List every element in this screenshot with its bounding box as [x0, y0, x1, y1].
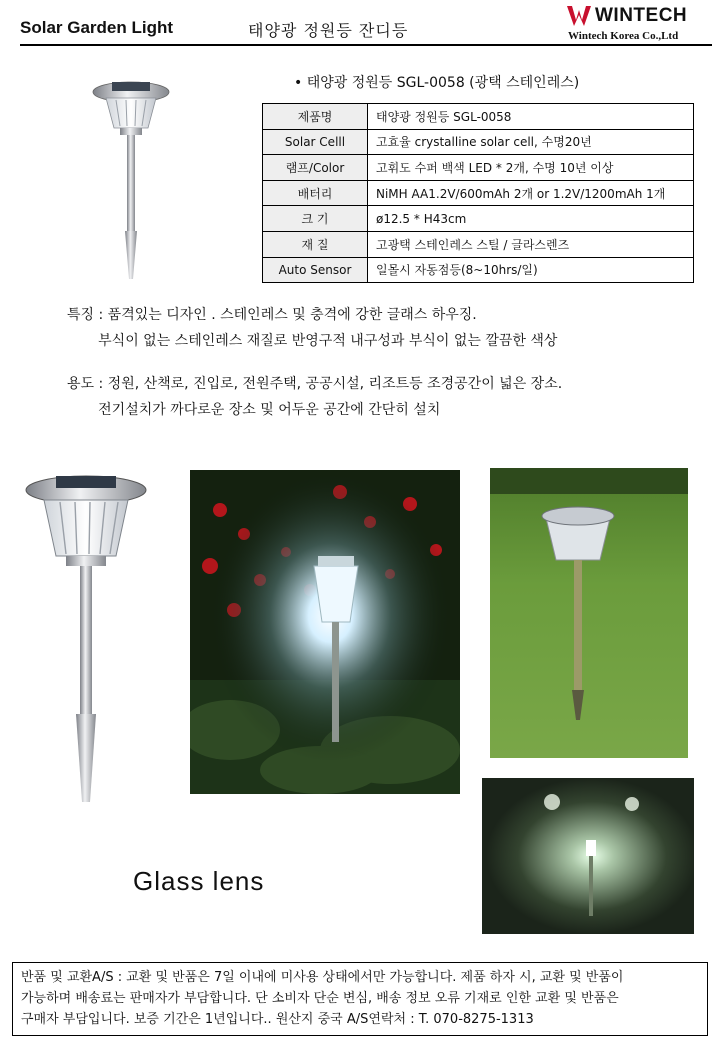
spec-label: 램프/Color	[263, 155, 368, 181]
spec-row	[263, 129, 694, 155]
feature-line: 부식이 없는 스테인레스 재질로 반영구적 내구성과 부식이 없는 깔끔한 색상	[67, 333, 558, 349]
lawn-day-photo	[490, 468, 688, 758]
spec-label: 제품명	[263, 104, 368, 130]
product-thumbnail	[86, 74, 176, 284]
feature-line: 특징 : 품격있는 디자인 . 스테인레스 및 충격에 강한 글래스 하우징.	[67, 307, 477, 323]
spec-row	[263, 257, 694, 283]
spec-value: ø12.5 * H43cm	[368, 206, 694, 232]
title-en: Solar Garden Light	[20, 18, 174, 37]
night-garden-photo	[190, 470, 460, 794]
spec-label: 재 질	[263, 231, 368, 257]
spec-value: 태양광 정원등 SGL-0058	[368, 104, 694, 130]
spec-row	[263, 180, 694, 206]
spec-row	[263, 231, 694, 257]
spec-label: Auto Sensor	[263, 257, 368, 283]
spec-value: 고광택 스테인레스 스틸 / 글라스렌즈	[368, 231, 694, 257]
spec-label: Solar Celll	[263, 129, 368, 155]
page-header	[0, 0, 720, 48]
spec-value: 일몰시 자동점등(8~10hrs/일)	[368, 257, 694, 283]
notice-line: 구매자 부담입니다. 보증 기간은 1년입니다.. 원산지 중국 A/S연락처 : T. 070-8275-1313	[21, 1012, 534, 1027]
glass-lens-caption: Glass lens	[133, 866, 265, 896]
brand-name: WINTECH	[595, 5, 688, 26]
usage-line: 용도 : 정원, 산책로, 진입로, 전원주택, 공공시설, 리조트등 조경공간이 넓은 장소.	[67, 376, 563, 392]
spec-row	[263, 104, 694, 130]
spec-label: 크 기	[263, 206, 368, 232]
w-logo-icon	[566, 4, 592, 28]
brand-subtitle: Wintech Korea Co.,Ltd	[568, 30, 679, 42]
notice-line: 반품 및 교환A/S : 교환 및 반품은 7일 이내에 미사용 상태에서만 가능합니다. 제품 하자 시, 교환 및 반품이	[21, 970, 624, 985]
spec-value: NiMH AA1.2V/600mAh 2개 or 1.2V/1200mAh 1개	[368, 180, 694, 206]
product-photo	[20, 460, 166, 816]
night-field-photo	[482, 778, 694, 934]
spec-value: 고효율 crystalline solar cell, 수명20년	[368, 129, 694, 155]
spec-table	[262, 103, 694, 283]
spec-label: 배터리	[263, 180, 368, 206]
model-title: • 태양광 정원등 SGL-0058 (광택 스테인레스)	[294, 75, 580, 91]
spec-row	[263, 206, 694, 232]
notice-line: 가능하며 배송료는 판매자가 부담합니다. 단 소비자 단순 변심, 배송 정보 오류 기재로 인한 교환 및 반품은	[21, 991, 619, 1006]
header-divider	[20, 44, 712, 46]
return-policy-notice	[12, 962, 708, 1036]
usage-line: 전기설치가 까다로운 장소 및 어두운 공간에 간단히 설치	[67, 402, 441, 418]
title-ko: 태양광 정원등 잔디등	[248, 21, 409, 40]
spec-value: 고휘도 수퍼 백색 LED * 2개, 수명 10년 이상	[368, 155, 694, 181]
spec-row	[263, 155, 694, 181]
brand-logo	[566, 4, 712, 46]
